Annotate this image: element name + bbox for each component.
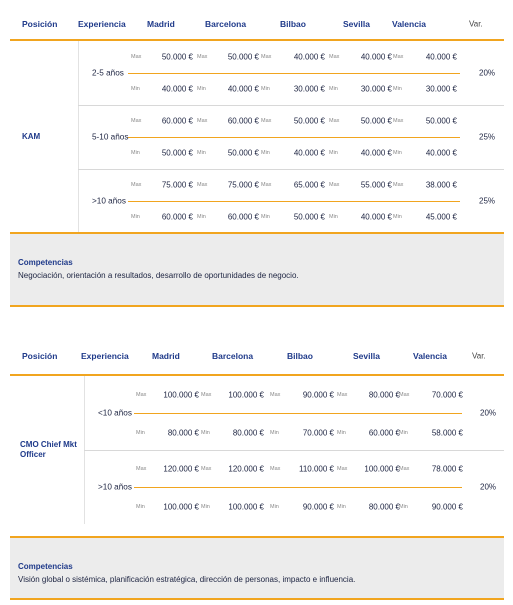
max-label: Max xyxy=(329,118,340,124)
max-salary-value: 100.000 € xyxy=(163,390,199,400)
max-label: Max xyxy=(261,118,272,124)
min-salary-value: 40.000 € xyxy=(293,148,325,158)
max-salary-value: 78.000 € xyxy=(431,464,463,474)
variation-value: 25% xyxy=(479,132,496,142)
min-salary-value: 30.000 € xyxy=(360,84,392,94)
section-end-divider xyxy=(10,598,504,600)
position-name: KAM xyxy=(22,132,41,141)
min-label: Min xyxy=(131,86,140,92)
min-label: Min xyxy=(329,86,338,92)
min-label: Min xyxy=(261,214,270,220)
min-salary-value: 30.000 € xyxy=(425,84,457,94)
experience-range: >10 años xyxy=(92,196,126,206)
max-label: Max xyxy=(131,54,142,60)
header-var: Var. xyxy=(472,351,486,361)
header-experiencia: Experiencia xyxy=(81,351,129,361)
min-salary-value: 45.000 € xyxy=(425,212,457,222)
max-salary-value: 60.000 € xyxy=(161,116,193,126)
column-divider xyxy=(78,41,79,233)
header-var: Var. xyxy=(469,19,483,29)
section-end-divider xyxy=(10,305,504,307)
competencias-title: Competencias xyxy=(18,562,73,571)
max-salary-value: 120.000 € xyxy=(228,464,264,474)
min-label: Min xyxy=(261,86,270,92)
max-salary-value: 50.000 € xyxy=(360,116,392,126)
salary-table xyxy=(10,341,504,600)
min-salary-value: 80.000 € xyxy=(368,502,400,512)
experience-range: 2-5 años xyxy=(92,68,124,78)
max-label: Max xyxy=(197,182,208,188)
header-city: Madrid xyxy=(152,351,180,361)
experience-range: <10 años xyxy=(98,408,132,418)
header-divider xyxy=(10,39,504,41)
max-label: Max xyxy=(337,392,348,398)
max-label: Max xyxy=(329,182,340,188)
max-salary-value: 55.000 € xyxy=(360,180,392,190)
min-label: Min xyxy=(399,504,408,510)
variation-value: 20% xyxy=(480,482,497,492)
salary-table xyxy=(10,10,504,307)
max-salary-value: 50.000 € xyxy=(425,116,457,126)
max-salary-value: 50.000 € xyxy=(293,116,325,126)
max-label: Max xyxy=(261,182,272,188)
header-experiencia: Experiencia xyxy=(78,19,126,29)
max-label: Max xyxy=(201,392,212,398)
max-salary-value: 100.000 € xyxy=(228,390,264,400)
max-salary-value: 60.000 € xyxy=(227,116,259,126)
header-city: Sevilla xyxy=(343,19,370,29)
max-salary-value: 65.000 € xyxy=(293,180,325,190)
variation-value: 20% xyxy=(480,408,497,418)
min-label: Min xyxy=(337,430,346,436)
max-label: Max xyxy=(136,466,147,472)
max-label: Max xyxy=(131,182,142,188)
min-salary-value: 90.000 € xyxy=(302,502,334,512)
min-salary-value: 40.000 € xyxy=(360,148,392,158)
max-label: Max xyxy=(337,466,348,472)
max-label: Max xyxy=(399,466,410,472)
header-city: Barcelona xyxy=(212,351,254,361)
max-salary-value: 80.000 € xyxy=(368,390,400,400)
competencias-box xyxy=(10,234,504,305)
max-min-divider xyxy=(134,413,462,414)
max-salary-value: 100.000 € xyxy=(364,464,400,474)
competencias-title: Competencias xyxy=(18,258,73,267)
header-city: Bilbao xyxy=(280,19,306,29)
max-label: Max xyxy=(136,392,147,398)
min-label: Min xyxy=(329,150,338,156)
competencias-text: Visión global o sistémica, planificación estratégica, dirección de personas, impacto e influencia. xyxy=(18,575,356,584)
header-city: Sevilla xyxy=(353,351,380,361)
min-salary-value: 40.000 € xyxy=(425,148,457,158)
max-salary-value: 75.000 € xyxy=(227,180,259,190)
min-label: Min xyxy=(270,504,279,510)
experience-range: >10 años xyxy=(98,482,132,492)
header-city: Barcelona xyxy=(205,19,247,29)
min-label: Min xyxy=(131,214,140,220)
min-label: Min xyxy=(197,86,206,92)
competencias-text: Negociación, orientación a resultados, desarrollo de oportunidades de negocio. xyxy=(18,271,299,280)
max-label: Max xyxy=(201,466,212,472)
min-label: Min xyxy=(261,150,270,156)
max-label: Max xyxy=(131,118,142,124)
min-salary-value: 30.000 € xyxy=(293,84,325,94)
experience-range: 5-10 años xyxy=(92,132,129,142)
max-salary-value: 40.000 € xyxy=(425,52,457,62)
min-label: Min xyxy=(197,214,206,220)
min-salary-value: 70.000 € xyxy=(302,428,334,438)
min-salary-value: 58.000 € xyxy=(431,428,463,438)
min-salary-value: 60.000 € xyxy=(227,212,259,222)
min-label: Min xyxy=(201,430,210,436)
min-label: Min xyxy=(201,504,210,510)
max-label: Max xyxy=(393,182,404,188)
table-header xyxy=(10,341,504,371)
max-label: Max xyxy=(270,466,281,472)
min-label: Min xyxy=(393,214,402,220)
max-label: Max xyxy=(261,54,272,60)
min-salary-value: 100.000 € xyxy=(228,502,264,512)
max-salary-value: 110.000 € xyxy=(299,464,334,474)
min-salary-value: 60.000 € xyxy=(368,428,400,438)
header-posicion: Posición xyxy=(22,351,58,361)
min-salary-value: 50.000 € xyxy=(161,148,193,158)
header-city: Bilbao xyxy=(287,351,313,361)
min-salary-value: 60.000 € xyxy=(161,212,193,222)
min-salary-value: 80.000 € xyxy=(232,428,264,438)
max-salary-value: 40.000 € xyxy=(293,52,325,62)
min-salary-value: 40.000 € xyxy=(161,84,193,94)
variation-value: 20% xyxy=(479,68,496,78)
header-city: Valencia xyxy=(413,351,448,361)
min-salary-value: 50.000 € xyxy=(227,148,259,158)
max-label: Max xyxy=(270,392,281,398)
max-salary-value: 70.000 € xyxy=(431,390,463,400)
min-salary-value: 40.000 € xyxy=(360,212,392,222)
max-min-divider xyxy=(134,487,462,488)
min-salary-value: 50.000 € xyxy=(293,212,325,222)
min-label: Min xyxy=(197,150,206,156)
header-city: Madrid xyxy=(147,19,175,29)
table-header xyxy=(10,10,504,38)
max-label: Max xyxy=(399,392,410,398)
min-label: Min xyxy=(399,430,408,436)
max-salary-value: 40.000 € xyxy=(360,52,392,62)
min-label: Min xyxy=(393,150,402,156)
group-separator xyxy=(84,450,504,451)
max-salary-value: 75.000 € xyxy=(161,180,193,190)
max-label: Max xyxy=(329,54,340,60)
max-salary-value: 38.000 € xyxy=(425,180,457,190)
group-separator xyxy=(78,105,504,106)
min-label: Min xyxy=(136,430,145,436)
min-label: Min xyxy=(136,504,145,510)
min-salary-value: 100.000 € xyxy=(163,502,199,512)
max-salary-value: 50.000 € xyxy=(227,52,259,62)
min-label: Min xyxy=(270,430,279,436)
min-salary-value: 90.000 € xyxy=(431,502,463,512)
max-salary-value: 90.000 € xyxy=(302,390,334,400)
max-salary-value: 120.000 € xyxy=(163,464,199,474)
max-min-divider xyxy=(128,137,460,138)
min-label: Min xyxy=(131,150,140,156)
header-posicion: Posición xyxy=(22,19,58,29)
header-city: Valencia xyxy=(392,19,427,29)
max-salary-value: 50.000 € xyxy=(161,52,193,62)
min-label: Min xyxy=(337,504,346,510)
max-label: Max xyxy=(393,54,404,60)
min-label: Min xyxy=(329,214,338,220)
group-separator xyxy=(78,169,504,170)
max-label: Max xyxy=(393,118,404,124)
position-name: CMO Chief Mkt Officer xyxy=(20,440,77,459)
min-salary-value: 80.000 € xyxy=(167,428,199,438)
max-label: Max xyxy=(197,54,208,60)
min-label: Min xyxy=(393,86,402,92)
max-label: Max xyxy=(197,118,208,124)
max-min-divider xyxy=(128,201,460,202)
min-salary-value: 40.000 € xyxy=(227,84,259,94)
competencias-box xyxy=(10,538,504,598)
variation-value: 25% xyxy=(479,196,496,206)
max-min-divider xyxy=(128,73,460,74)
